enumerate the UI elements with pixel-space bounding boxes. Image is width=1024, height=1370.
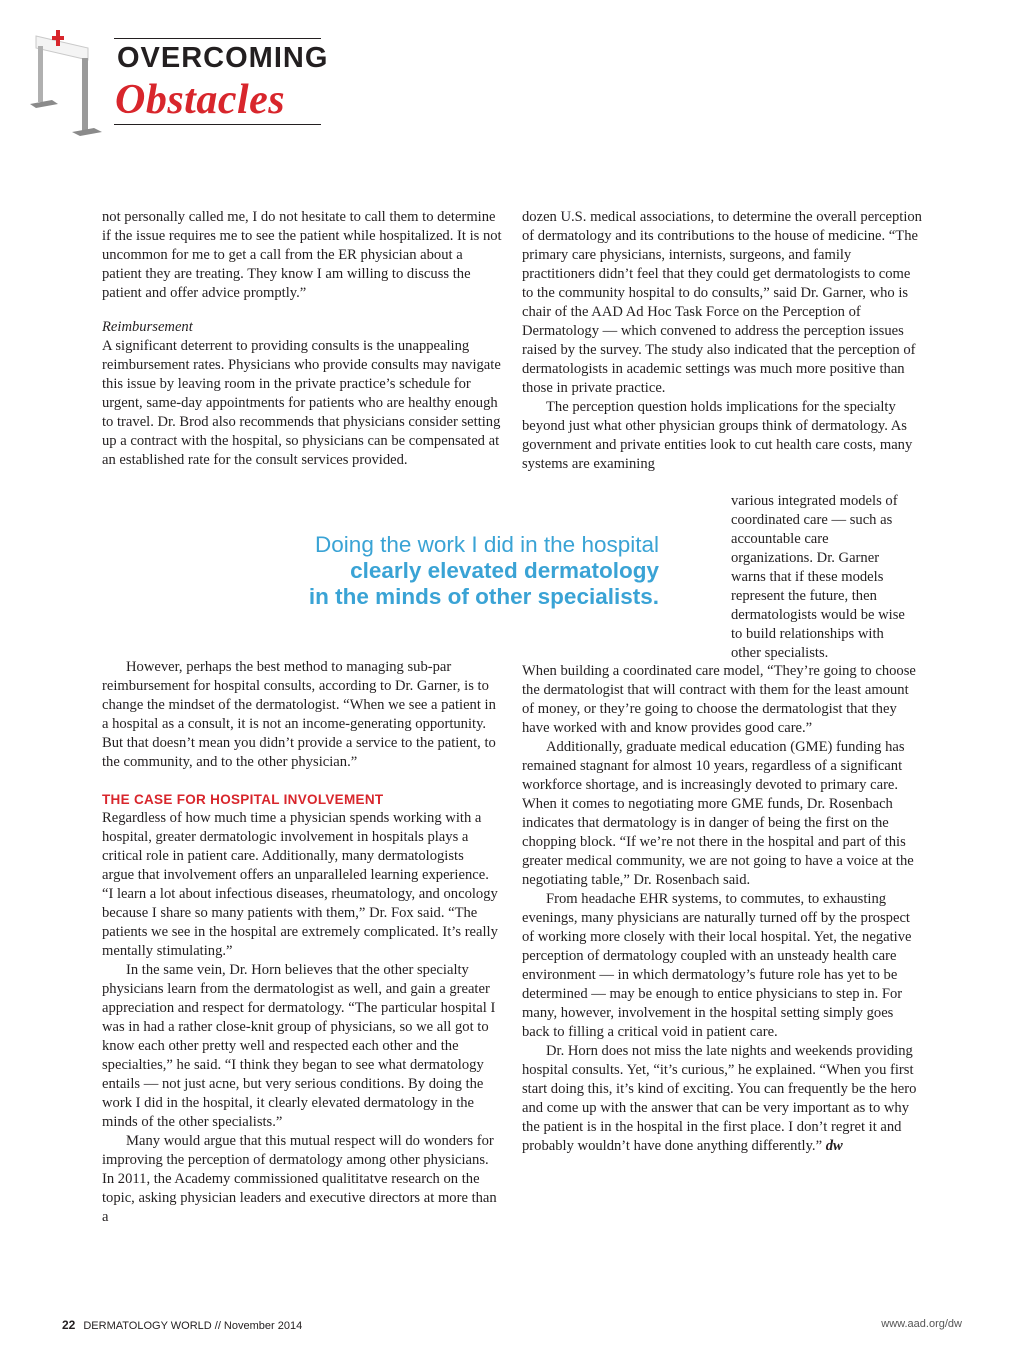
paragraph: Additionally, graduate medical education (GME) funding has remained stagnant for almost 10 years, regardless of a significant workforce shortage, and is increasingly devoted to primary care. When it comes to negotiating more GME funds, Dr. Rosenbach indicates that dermatology is in danger of being the first on the chopping block. “If we’re not there in the hospital and part of this greater medical community, we are not going to have a voice at the negotiating table,” Dr. Rosenbach said. [522, 739, 914, 888]
signoff-mark: dw [825, 1138, 843, 1154]
page-number: 22 [62, 1318, 76, 1332]
header-rule-top [114, 38, 321, 39]
paragraph: various integrated models of coordinated care — such as accountable care organizations. Dr. Garner warns that if these models represent the future, then dermatologists would be wise to build relationships with other specialists. [731, 493, 905, 661]
paragraph: In the same vein, Dr. Horn believes that the other specialty physicians learn from the dermatologist as well, and gain a greater appreciation and respect for dermatology. “The particular hospital I was in had a rather close-knit group of physicians, so we all got to know each other pretty well and respected each other and the specialties,” he said. “I think they began to see what dermatology entails — not just acne, but very serious conditions. By doing the work I did in the hospital, it clearly elevated dermatology in the minds of the other specialists.” [102, 962, 496, 1130]
column-left-top [102, 208, 504, 470]
pull-quote-line1: Doing the work I did in the hospital [315, 532, 659, 557]
paragraph-final [522, 1042, 922, 1156]
paragraph: However, perhaps the best method to managing sub-par reimbursement for hospital consults, according to Dr. Garner, is to change the mindset of the dermatologist. “When we see a patient in a hospital as a consult, it is not an income-generating opportunity. But that doesn’t mean you didn’t provide a service to the patient, to the community, and to the other physician.” [102, 659, 496, 770]
column-right-wrap [731, 492, 911, 663]
paragraph: dozen U.S. medical associations, to determine the overall perception of dermatology and its contributions to the house of medicine. “The primary care physicians, internists, surgeons, and family practitioners didn’t feel that they could get dermatologists to come to the community hospital to do consults,” said Dr. Garner, who is chair of the AAD Ad Hoc Task Force on the Perception of Dermatology — which convened to address the perception issues raised by the survey. The study also indicated that the perception of dermatologists in academic settings was much more positive than those in private practice. [522, 209, 922, 396]
publication-info: DERMATOLOGY WORLD // November 2014 [83, 1320, 303, 1332]
paragraph-text: Dr. Horn does not miss the late nights and weekends providing hospital consults. Yet, “it’s curious,” he explained. “When you first start doing this, it’s kind of exciting. You can frequently be the hero and come up with the answer that can be very important as to why the patient is in the hospital in the first place. I don’t regret it and probably wouldn’t have done anything differently.” [522, 1043, 917, 1154]
paragraph: not personally called me, I do not hesitate to call them to determine if the issue requires me to see the patient while hospitalized. It is not uncommon for me to get a call from the ER physician about a patient they are treating. They know I am willing to discuss the patient and offer advice promptly.” [102, 209, 502, 301]
column-right-bottom [522, 662, 922, 1156]
header-title-line1: OVERCOMING [117, 42, 329, 74]
footer-url[interactable]: www.aad.org/dw [881, 1318, 962, 1330]
pull-quote-line2: clearly elevated dermatology [350, 558, 659, 583]
header-rule-bottom [114, 124, 321, 125]
footer-left [62, 1318, 302, 1332]
paragraph: Regardless of how much time a physician spends working with a hospital, greater dermatologic involvement in hospitals plays a critical role in patient care. Additionally, many dermatologists argue that involvement offers an unparalleled learning experience. “I learn a lot about infectious diseases, rheumatology, and oncology because I share so many patients with them,” Dr. Fox said. “The patients we see in the hospital are extremely complicated. It’s really mentally stimulating.” [102, 810, 498, 959]
section-heading: THE CASE FOR HOSPITAL INVOLVEMENT [102, 792, 384, 807]
paragraph: Many would argue that this mutual respect will do wonders for improving the perception of dermatology among other physicians. In 2011, the Academy commissioned qualititatve research on the topic, asking physician leaders and executive directors at more than a [102, 1133, 497, 1225]
pull-quote [236, 532, 659, 610]
paragraph: From headache EHR systems, to commutes, to exhausting evenings, many physicians are naturally turned off by the prospect of working more closely with their local hospital. Yet, the negative perception of dermatology coupled with an unsteady health care environment — in which dermatology’s future role has yet to be determined — may be enough to entice physicians to step in. For many, however, involvement in the hospital setting simply goes back to filling a critical void in patient care. [522, 891, 912, 1040]
column-right-top [522, 208, 922, 474]
paragraph: A significant deterrent to providing consults is the unappealing reimbursement rates. Physicians who provide consults may navigate this issue by leaving room in the private practice’s schedule for urgent, same-day appointments for patients who are healthy enough to travel. Dr. Brod also recommends that physicians consider setting up a contract with the hospital, so physicians can be compensated at an established rate for the consult services provided. [102, 338, 501, 468]
subhead-reimbursement: Reimbursement [102, 319, 193, 335]
paragraph: When building a coordinated care model, “They’re going to choose the dermatologist that will contract with them for the least amount of money, or they’re going to choose the dermatologist that they have worked with and know provides good care.” [522, 663, 916, 736]
header-title-line2: Obstacles [115, 77, 286, 123]
pull-quote-line3: in the minds of other specialists. [308, 584, 659, 609]
column-left-bottom [102, 658, 498, 1227]
paragraph: The perception question holds implications for the specialty beyond just what other physician groups think of dermatology. As government and private entities look to cut health care costs, many systems are examining [522, 399, 913, 472]
